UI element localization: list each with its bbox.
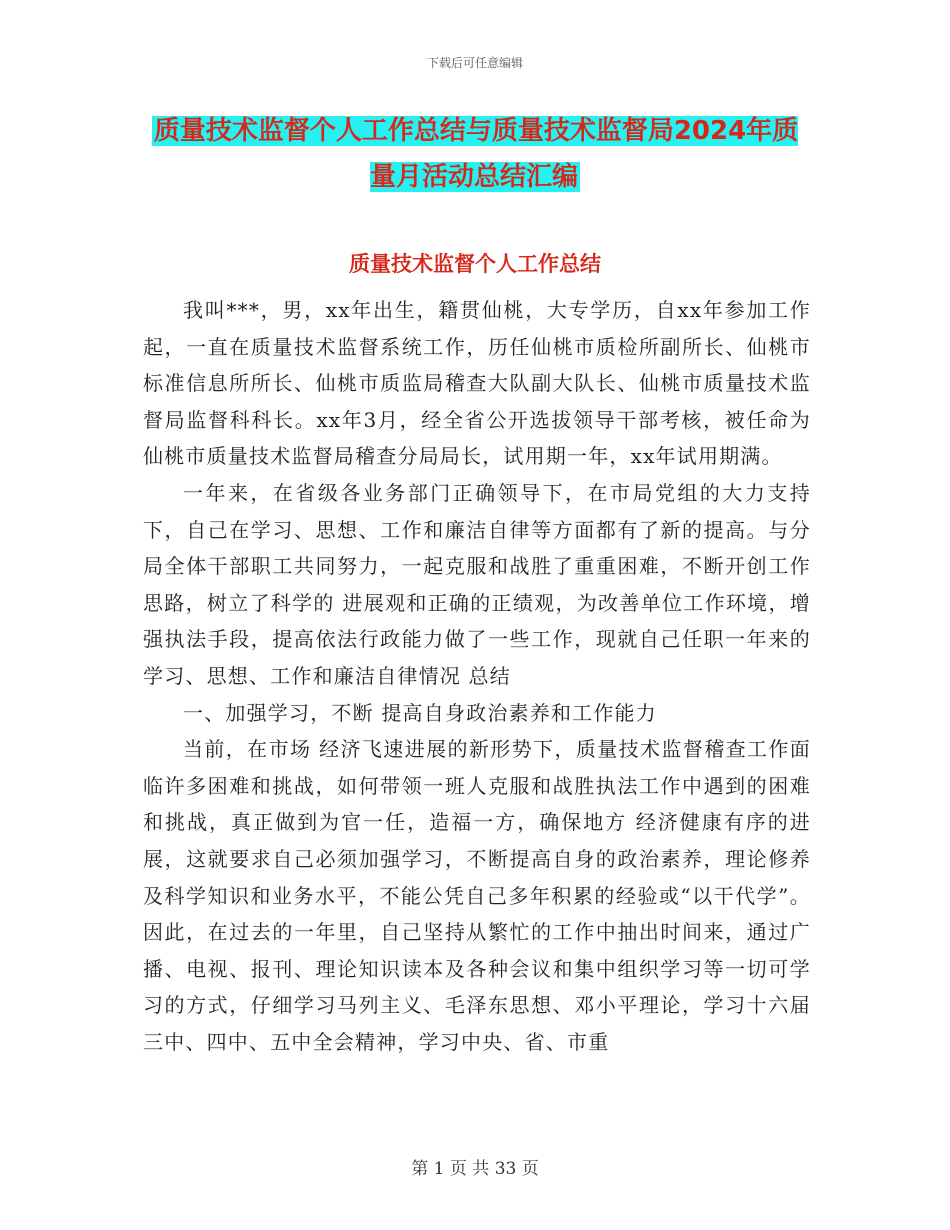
- paragraph: 我叫***，男，xx年出生，籍贯仙桃，大专学历，自xx年参加工作起，一直在质量技术监督系统工作，历任仙桃市质检所副所长、仙桃市标准信息所所长、仙桃市质监局稽查大队副大队长、仙桃市质量技术监督局监督科科长。xx年3月，经全省公开选拔领导干部考核，被任命为仙桃市质量技术监督局稽查分局局长，试用期一年，xx年试用期满。: [143, 298, 811, 469]
- page-footer: 第 1 页 共 33 页: [411, 1159, 539, 1179]
- header-note: 下载后可任意编辑: [426, 56, 523, 70]
- section-title: 质量技术监督个人工作总结: [349, 252, 601, 276]
- paragraph: 一年来，在省级各业务部门正确领导下，在市局党组的大力支持下，自己在学习、思想、工作和廉洁自律等方面都有了新的提高。与分局全体干部职工共同努力，一起克服和战胜了重重困难，不断开创工作思路，树立了科学的 进展观和正确的正绩观，为改善单位工作环境，增强执法手段，提高依法行政能力做了一些工作，现就自己任职一年来的学习、思想、工作和廉洁自律情况 总结: [143, 480, 811, 688]
- document-title-text: 质量技术监督个人工作总结与质量技术监督局2024年质量月活动总结汇编: [153, 116, 799, 192]
- document-title: [140, 108, 810, 200]
- paragraph-heading: 一、加强学习，不断 提高自身政治素养和工作能力: [183, 700, 657, 725]
- document-body: [143, 292, 811, 1060]
- paragraph: 当前，在市场 经济飞速进展的新形势下，质量技术监督稽查工作面临许多困难和挑战，如何带领一班人克服和战胜执法工作中遇到的困难和挑战，真正做到为官一任，造福一方，确保地方 经济健康有序的进展，这就要求自己必须加强学习，不断提高自身的政治素养，理论修养及科学知识和业务水平，不能公凭自己多年积累的经验或“以干代学”。因此，在过去的一年里，自己坚持从繁忙的工作中抽出时间来，通过广播、电视、报刊、理论知识读本及各种会议和集中组织学习等一切可学习的方式，仔细学习马列主义、毛泽东思想、邓小平理论，学习十六届三中、四中、五中全会精神，学习中央、省、市重: [143, 737, 811, 1054]
